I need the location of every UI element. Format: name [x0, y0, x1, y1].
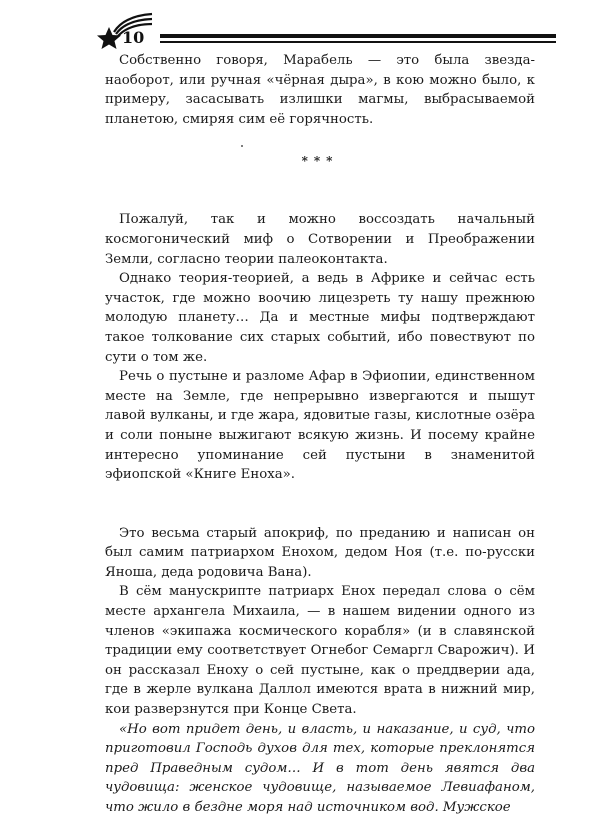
paragraph-1: Собственно говоря, Марабель — это была звезда-наоборот, или ручная «чёрная дыра», в кою можно было, к примеру, засасывать излишки магмы, выбрасываемой планетою, смиряя сим её горячность.: [105, 53, 535, 127]
paragraph-2: Пожалуй, так и можно воссоздать начальный космогонический миф о Сотворении и Преображении Земли, согласно теории палеоконтакта.: [105, 212, 535, 267]
paragraph-3: Однако теория-теорией, а ведь в Африке и сейчас есть участок, где можно воочию лицезреть ту нашу прежнюю молодую планету… Да и местные мифы подтверждают такое толкование сих старых событий, ибо повествуют по сути о том же.: [105, 271, 535, 365]
paragraph-6: В сём манускрипте патриарх Енох передал слова о сём месте архангела Михаила, — в нашем видении одного из членов «экипажа космического корабля» (и в славянской традиции ему соответствует Огнебог Семаргл Сварожич). И он рассказал Еноху о сей пустыне, как о преддверии ада, где в жерле вулкана Даллол имеются врата в нижний мир, кои разверзнутся при Конце Света.: [105, 584, 535, 718]
paragraph-5: Это весьма старый апокриф, по преданию и написан он был самим патриархом Енохом, дедом Ноя (т.е. по-русски Яноша, деда родовича Вана).: [105, 525, 535, 580]
quote-paragraph: «Но вот придет день, и власть, и наказание, и суд, что приготовил Господь духов для тех, которые преклонятся пред Праведным судом… И в тот день явятся два чудовища: женское чудовище, называемое Левиафаном, что жило в бездне моря над источником вод. Мужское: [105, 721, 535, 815]
page-header: [96, 10, 556, 50]
page-number: 10: [122, 28, 145, 47]
section-separator: ***: [301, 154, 339, 169]
paragraph-4: Речь о пустыне и разломе Афар в Эфиопии, единственном месте на Земле, где непрерывно извергаются и пышут лавой вулканы, и где жара, ядовитые газы, кислотные озёра и соли поныне выжигают всякую жизнь. И посему крайне интересно упоминание сей пустыни в знаменитой эфиопской «Книге Еноха».: [105, 369, 535, 483]
body-text: [105, 51, 535, 818]
header-rule-thin: [160, 41, 556, 43]
header-rule-thick: [160, 34, 556, 38]
